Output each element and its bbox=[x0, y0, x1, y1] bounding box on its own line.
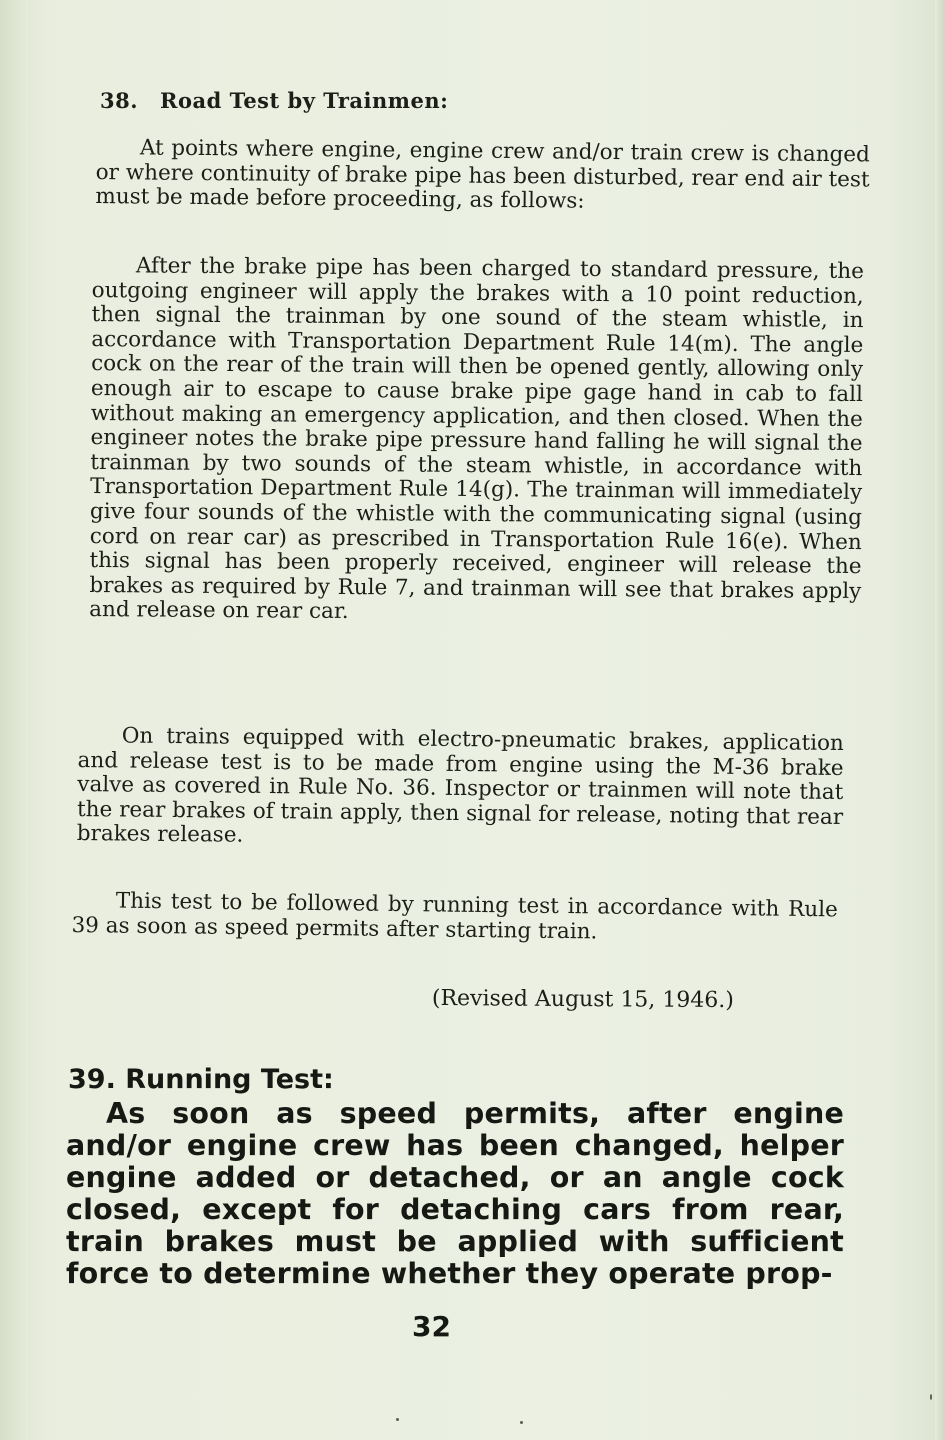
section-38-paragraph-2: After the brake pipe has been charged to standard pressure, the outgoing engineer will apply the brakes with a 10 point reduction, then signal the trainman by one sound of the steam whistle, in accordance with Transportation Department Rule 14(m). The angle cock on the rear of the train will then be opened gently, allowing only enough air to escape to cause brake pipe gage hand in cab to fall without making an emergency application, and then closed. When the engineer notes the brake pipe pressure hand falling he will signal the trainman by two sounds of the steam whistle, in accordance with Transportation Department Rule 14(g). The trainman will immediately give four sounds of the whistle with the communicating signal (using cord on rear car) as prescribed in Transportation Rule 16(e). When this signal has been properly received, engineer will release the brakes as required by Rule 7, and trainman will see that brakes apply and release on rear car. bbox=[89, 253, 864, 625]
section-39-paragraph: As soon as speed permits, after engine and/or engine crew has been changed, helper engine added or detached, or an angle cock closed, except for detaching cars from rear, train brakes must be applied with sufficient force to determine whether they operate prop- bbox=[66, 1097, 844, 1290]
section-38-paragraph-1: At points where engine, engine crew and/or train crew is changed or where continuity of brake pipe has been disturbed, rear end air test must be made before proceeding, as follows: bbox=[95, 135, 870, 214]
revision-note: (Revised August 15, 1946.) bbox=[431, 986, 734, 1014]
section-38-title: Road Test by Trainmen: bbox=[160, 88, 449, 113]
section-38-paragraph-3: On trains equipped with electro-pneumatic brakes, application and release test is to be made from engine using the M-36 brake valve as covered in Rule No. 36. Inspector or trainmen will note that the rear brakes of train apply, then signal for release, noting that rear brakes release. bbox=[76, 723, 844, 849]
section-39-heading: 39. Running Test: bbox=[68, 1064, 334, 1095]
page-number: 32 bbox=[412, 1310, 451, 1343]
page-shadow-left bbox=[0, 0, 28, 1440]
section-38-paragraph-4: This test to be followed by running test in accordance with Rule 39 as soon as speed permits after starting train. bbox=[71, 888, 838, 945]
page-shadow-right bbox=[935, 0, 945, 1440]
paper-speck bbox=[930, 1394, 932, 1400]
section-38-number: 38. bbox=[100, 88, 139, 113]
paper-speck bbox=[396, 1418, 399, 1421]
section-38-heading bbox=[100, 88, 448, 113]
paper-speck bbox=[520, 1421, 523, 1424]
